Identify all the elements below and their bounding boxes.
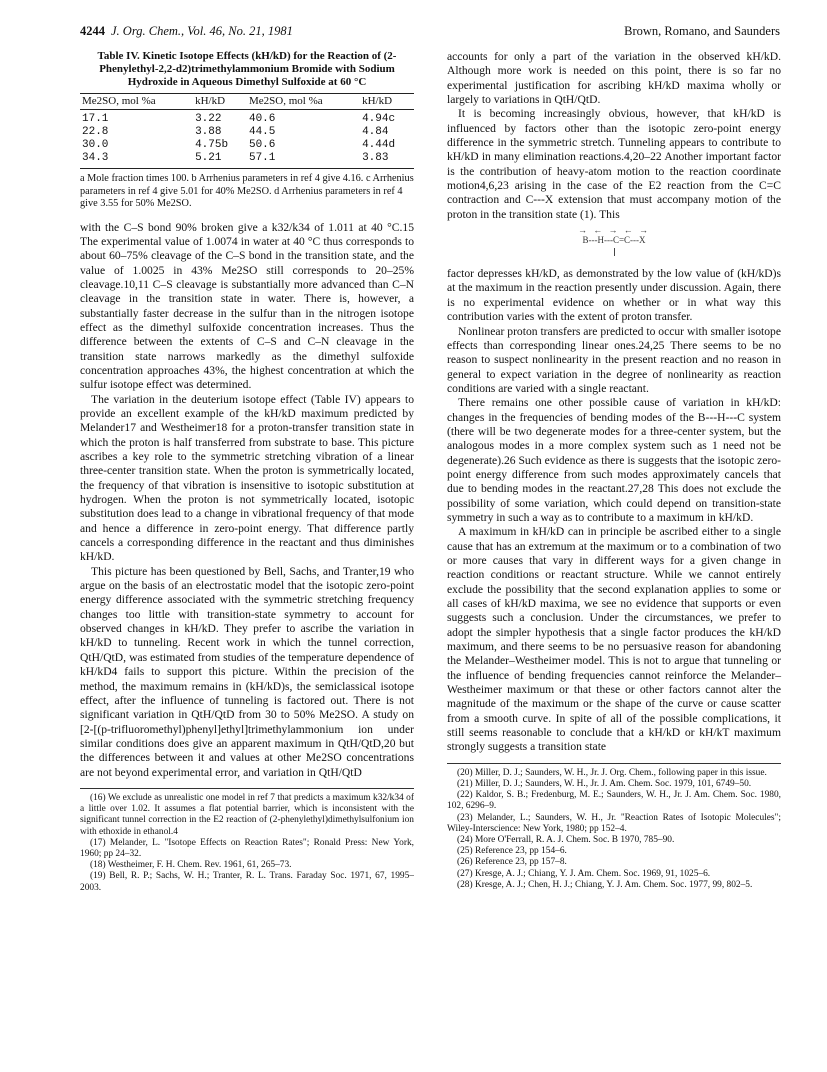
table-cell: 50.6 xyxy=(248,139,276,151)
table-cell: 22.8 xyxy=(82,126,109,138)
footnote: (27) Kresge, A. J.; Chiang, Y. J. Am. Chem. Soc. 1969, 91, 1025–6. xyxy=(457,868,711,879)
footnote-divider xyxy=(447,763,781,764)
motion-arrows: → ← → ← → xyxy=(578,225,650,236)
table-row xyxy=(80,126,414,139)
table-header-cell: kH/kD xyxy=(360,94,414,110)
table-header-cell: Me2SO, mol %a xyxy=(247,94,360,110)
footnote: (28) Kresge, A. J.; Chen, H. J.; Chiang, Y. J. Am. Chem. Soc. 1977, 99, 802–5. xyxy=(457,879,753,890)
body-paragraph: This picture has been questioned by Bell, Sachs, and Tranter,19 who argue on the basis of an electrostatic model that the isotopic zero-point energy difference associated with the symmetric stretching frequency changes too little with transition-state symmetry to account for observed changes in kH/kD. They prefer to ascribe the variation in kH/kD to tunneling. Recent work in which the tunnel correction, QtH/QtD, was estimated from studies of the temperature dependence of kH/kD4 fails to support this picture. Within the precision of the method, the maximum remains in (kH/kD)s, the semiclassical isotope effect, after the influence of tunneling is factored out. There is not significant variation in QtH/QtD from 30 to 50% Me2SO. A study on [2-[(p-trifluoromethyl)phenyl]ethyl]trimethylammonium ion under similar conditions does give an apparent maximum in QtH/QtD,20 but the differences between it and values at other Me2SO concentrations are not beyond experimental error, and variation in QtH/QtD xyxy=(80,564,414,779)
body-paragraph: It is becoming increasingly obvious, however, that kH/kD is influenced by factors other than the isotopic zero-point energy difference in the symmetric stretch. Tunneling appears to contribute to kH/kD in many elimination reactions.4,20–22 Another important factor is the contribution of heavy-atom motion to the reaction coordinate motion4,6,23 arising in the case of the E2 reaction from the C=C contraction and C---X extension that must accompany motion of the proton in the transition state (1). This xyxy=(447,107,781,221)
footnote: (17) Melander, L. "Isotope Effects on Reaction Rates"; Ronald Press: New York, 1960; pp 24–32. xyxy=(80,837,414,859)
table-cell: 3.88 xyxy=(195,126,222,138)
table-cell: 5.21 xyxy=(193,152,247,169)
body-paragraph: A maximum in kH/kD can in principle be ascribed either to a single cause that has an extremum at the maximum or to a combination of two or more causes that vary in different ways for a given change in reaction conditions or reactant structure. While we cannot entirely exclude the possibility that the second explanation applies to some or all cases of kH/kD maxima, we see no evidence that supports or even suggests such a conclusion. Under the circumstances, we prefer to adopt the simpler hypothesis that a single factor produces the kH/kD maximum, and there seems to be no persuasive reason for abandoning the Melander–Westheimer model. This is not to argue that tunneling or the influence of bending frequencies cannot reinforce the Melander–Westheimer maximum or that these or other factors cannot alter the magnitude of the maximum or the shape of the curve or cause scatter from a smooth curve. In spite of all of the possible complications, it still seems reasonable to conclude that a kH/kD or kH/kT maximum strongly suggests a transition state xyxy=(447,525,781,754)
footnote-divider xyxy=(80,788,414,789)
table-cell: 4.94c xyxy=(362,113,396,125)
footnote: (22) Kaldor, S. B.; Fredenburg, M. E.; Saunders, W. H., Jr. J. Am. Chem. Soc. 1980, 102, 6296–9. xyxy=(447,790,781,812)
table-cell: 40.6 xyxy=(248,113,276,125)
table-cell: 3.83 xyxy=(360,152,414,169)
table-cell: 4.75b xyxy=(195,139,229,151)
table-footnote: a Mole fraction times 100. b Arrhenius parameters in ref 4 give 4.16. c Arrhenius parameters in ref 4 give 5.01 for 40% Me2SO. d Arrhenius parameters in ref 4 give 3.55 for 50% Me2SO. xyxy=(80,173,414,209)
running-authors: Brown, Romano, and Saunders xyxy=(624,24,780,38)
footnotes-left xyxy=(80,793,414,894)
left-column xyxy=(80,50,414,894)
footnote: (23) Melander, L.; Saunders, W. H., Jr. "Reaction Rates of Isotopic Molecules"; Wiley-Interscience: New York, 1980; pp 152–4. xyxy=(447,812,781,834)
footnote: (20) Miller, D. J.; Saunders, W. H., Jr. J. Org. Chem., following paper in this issue. xyxy=(457,767,767,778)
body-paragraph: The variation in the deuterium isotope effect (Table IV) appears to provide an excellent example of the kH/kD maximum predicted by Melander17 and Westheimer18 for a proton-transfer transition state in which the proton is half transferred from substrate to base. This picture ascribes a key role to the symmetric stretching vibration of a linear three-center transition state. When the proton is symmetrically located, the frequency of that vibration is insensitive to isotopic substitution at hydrogen. When the proton is not symmetrically located, isotopic substitution does lead to a change in vibrational frequency of that mode and hence a difference in zero-point energy. That difference partly cancels a corresponding difference in the reactant and thus diminishes kH/kD. xyxy=(80,392,414,564)
footnote: (24) More O'Ferrall, R. A. J. Chem. Soc. B 1970, 785–90. xyxy=(457,835,675,846)
right-column xyxy=(447,50,781,891)
footnote: (25) Reference 23, pp 154–6. xyxy=(457,846,567,857)
table-header-row xyxy=(80,94,414,110)
table-cell: 4.84 xyxy=(362,126,389,138)
table-row xyxy=(80,152,414,169)
table-cell: 30.0 xyxy=(82,139,109,151)
running-header xyxy=(80,24,780,42)
body-paragraph: There remains one other possible cause of variation in kH/kD: changes in the frequencies of bending modes of the B---H---C system (there will be two degenerate modes for a three-center system, but the analogous modes in a more complex system such as 1 need not be degenerate).26 Such evidence as there is suggests that the isotopic zero-point energy difference from such modes approximately cancels that due to bending modes in the reactant.27,28 This does not exclude the possibility of some variation, which could depend on transition-state symmetry in such a way as to contribute to a maximum in kH/kD. xyxy=(447,396,781,524)
footnotes-right xyxy=(447,768,781,891)
body-paragraph: Nonlinear proton transfers are predicted to occur with smaller isotope effects than corresponding linear ones.24,25 There seems to be no reason to suspect nonlinearity in the present reaction and no reason in general to expect variation in the degree of nonlinearity as reaction conditions are varied with a single reactant. xyxy=(447,324,781,395)
page-number: 4244 xyxy=(80,24,105,38)
structure-label-tick xyxy=(614,248,615,256)
isotope-effect-table xyxy=(80,93,414,169)
footnote: (19) Bell, R. P.; Sachs, W. H.; Tranter, R. L. Trans. Faraday Soc. 1971, 67, 1995–2003. xyxy=(80,871,414,893)
body-paragraph: factor depresses kH/kD, as demonstrated by the low value of (kH/kD)s at the maximum in the reaction presently under discussion. Again, there is no experimental evidence on whether or in what way this contribution varies with the extent of proton transfer. xyxy=(447,267,781,324)
table-cell: 57.1 xyxy=(247,152,360,169)
transition-state-diagram xyxy=(447,222,781,267)
footnote: (26) Reference 23, pp 157–8. xyxy=(457,857,567,868)
transition-state-structure: B---H---C=C---X xyxy=(582,235,646,246)
table-caption: Table IV. Kinetic Isotope Effects (kH/kD) for the Reaction of (2-Phenylethyl-2,2-d2)trimethylammonium Bromide with Sodium Hydroxide in Aqueous Dimethyl Sulfoxide at 60 °C xyxy=(97,50,397,88)
table-header-cell: Me2SO, mol %a xyxy=(80,94,193,110)
table-header-cell: kH/kD xyxy=(193,94,247,110)
table-row xyxy=(80,110,414,127)
table-cell: 17.1 xyxy=(82,113,109,125)
body-paragraph: with the C–S bond 90% broken give a k32/k34 of 1.011 at 40 °C.15 The experimental value of 1.0074 in water at 40 °C thus corresponds to about 60–75% cleavage of the C–S bond in the transition state, and the value of 1.0025 in 43% Me2SO still corresponds to 20–25% cleavage.10,11 C–S cleavage is substantially more advanced than C–N cleavage in the transition state in water. There is, however, a substantially faster decrease in the sulfur than in the nitrogen isotope effect as the dimethyl sulfoxide concentration increases. Thus the difference between the extents of C–S and C–N cleavage in the transition state narrows markedly as the dimethyl sulfoxide concentration approaches 43%, the highest concentration at which the sulfur isotope effect was determined. xyxy=(80,220,414,392)
table-row xyxy=(80,139,414,152)
body-paragraph: accounts for only a part of the variation in the observed kH/kD. Although more work is needed on this point, there is so far no experimental justification for ascribing kH/kD maxima wholly or largely to variations in QtH/QtD. xyxy=(447,50,781,107)
table-cell: 34.3 xyxy=(80,152,193,169)
table-cell: 3.22 xyxy=(195,113,222,125)
footnote: (18) Westheimer, F. H. Chem. Rev. 1961, 61, 265–73. xyxy=(90,860,292,871)
journal-citation: J. Org. Chem., Vol. 46, No. 21, 1981 xyxy=(111,24,293,38)
table-cell: 44.5 xyxy=(248,126,276,138)
table-cell: 4.44d xyxy=(362,139,396,151)
footnote: (21) Miller, D. J.; Saunders, W. H., Jr. J. Am. Chem. Soc. 1979, 101, 6749–50. xyxy=(457,779,752,790)
footnote: (16) We exclude as unrealistic one model in ref 7 that predicts a maximum k32/k34 of a little over 1.02. It assumes a flat potential barrier, which is inconsistent with the significant tunnel correction in the E2 reaction of (2-phenylethyl)dimethylsulfonium ion with ethoxide in ethanol.4 xyxy=(80,792,414,837)
